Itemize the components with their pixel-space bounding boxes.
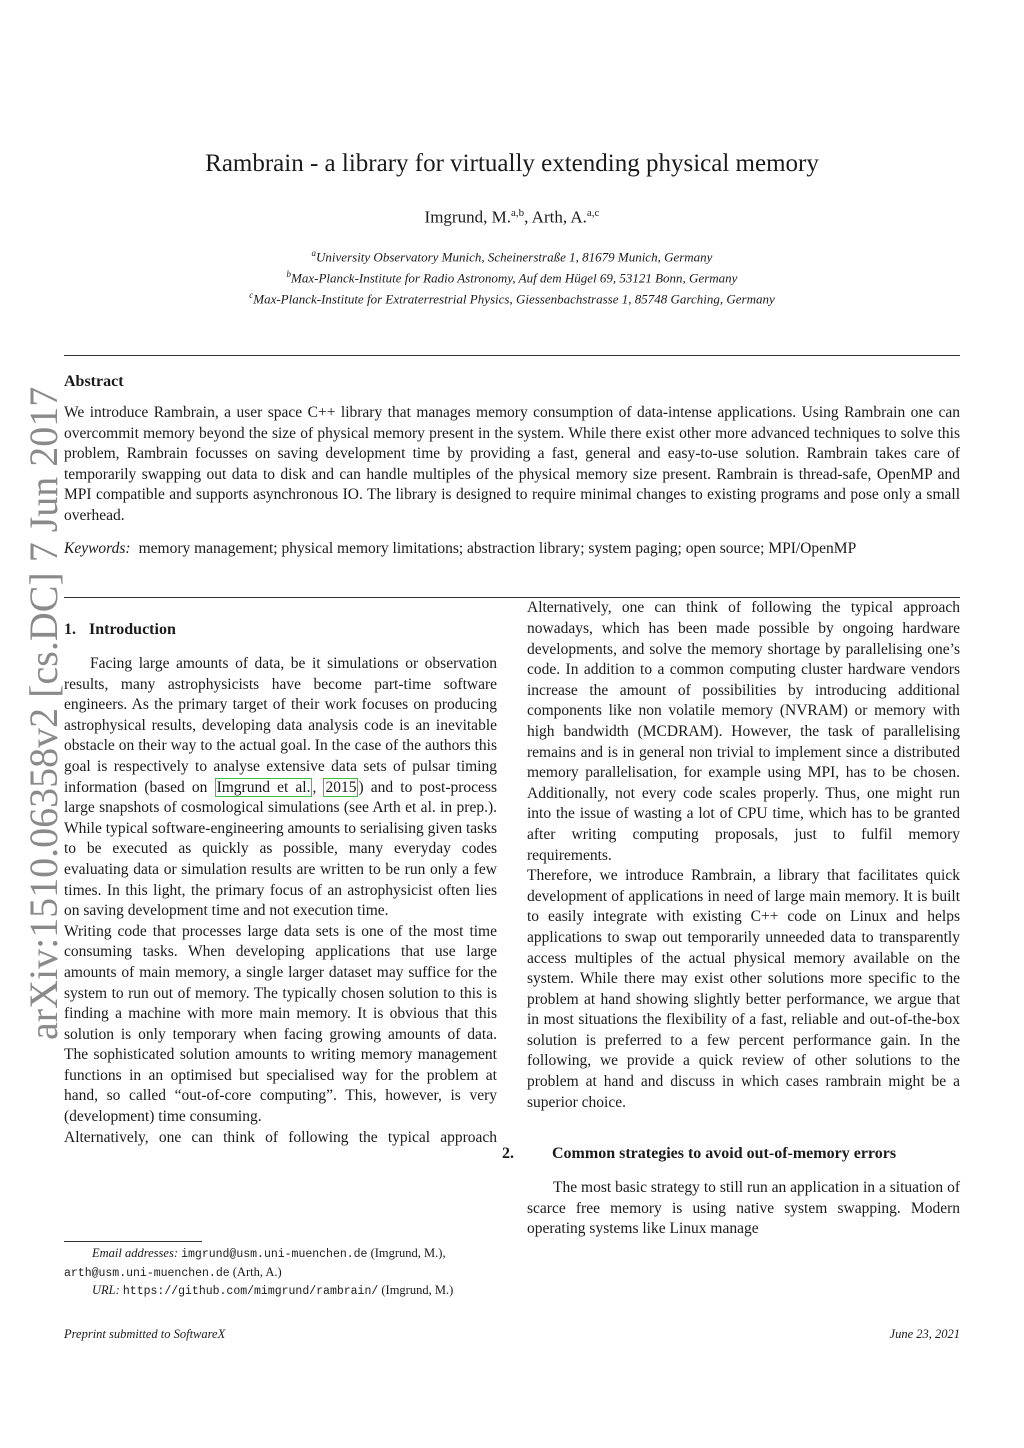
intro-paragraph-3: Alternatively, one can think of following the typical approach bbox=[64, 1128, 497, 1146]
affiliation-mark: b bbox=[286, 268, 292, 279]
author-separator: , bbox=[524, 207, 532, 227]
repository-url-link[interactable]: https://github.com/mimgrund/rambrain/ bbox=[122, 1285, 379, 1298]
intro-paragraph-3-continued: Alternatively, one can think of following the typical approach nowadays, which has been made possible by ongoing hardware developments, and solve the memory shortage by parallelising one’s code. In addition to a common computing cluster hardware vendors increase the amount of possibilities by introducing additional components like non volatile memory (NVRAM) or memory with high bandwidth (MCDRAM). However, the task of parallelising remains and is in general non trivial to implement since a distributed memory parallelisation, for example using MPI, has to be chosen. Additionally, not every code scales properly. Thus, one might run into the issue of wasting a lot of CPU time, which has to be granted after writing computing proposals, just to fulfil memory requirements. bbox=[527, 599, 960, 864]
abstract-top-rule bbox=[64, 355, 960, 356]
intro-paragraph-4: Therefore, we introduce Rambrain, a library that facilitates quick development of applications in need of large main memory. It is built to easily integrate with existing C++ code on Linux and helps applications to swap out temporarily unneeded data to transparently access multiples of the actual physical memory available on the system. While there may exist other solutions more specific to the problem at hand showing slightly better performance, we argue that in most situations the flexibility of a fast, reliable and out-of-the-box solution is preferred to a few percent performance gain. In the following, we provide a quick review of other solutions to the problem at hand and discuss in which cases rambrain might be a superior choice. bbox=[527, 867, 960, 1111]
email-link-arth[interactable]: arth@usm.uni-muenchen.de bbox=[64, 1266, 230, 1280]
author-affiliation-mark: a,c bbox=[586, 207, 600, 219]
affiliation-text: Max-Planck-Institute for Radio Astronomy, Auf dem Hügel 69, 53121 Bonn, Germany bbox=[291, 270, 738, 286]
footnote-rule bbox=[64, 1241, 202, 1242]
arxiv-identifier-stamp: arXiv:1510.06358v2 [cs.DC] 7 Jun 2017 bbox=[21, 386, 66, 1040]
footnote: Email addresses: imgrund@usm.uni-muenchen.de (Imgrund, M.), arth@usm.uni-muenchen.de (Arth, A.) URL: https://github.com/mimgrund/rambrain/ (Imgrund, M.) bbox=[64, 1246, 454, 1298]
affiliation-mark: c bbox=[249, 289, 254, 300]
section2-paragraph-1: The most basic strategy to still run an application in a situation of scarce free memory is using native system swapping. Modern operating systems like Linux manage bbox=[527, 1179, 960, 1238]
affiliation-text: Max-Planck-Institute for Extraterrestrial Physics, Giessenbachstrasse 1, 85748 Garching, Germany bbox=[253, 290, 775, 306]
author-affiliation-mark: a,b bbox=[510, 207, 525, 219]
keywords-text: memory management; physical memory limitations; abstraction library; system paging; open source; MPI/OpenMP bbox=[138, 540, 857, 557]
author-name: Imgrund, M. bbox=[424, 207, 511, 227]
preprint-note: Preprint submitted to SoftwareX bbox=[64, 1327, 226, 1341]
affiliation-text: University Observatory Munich, Scheinerstraße 1, 81679 Munich, Germany bbox=[316, 249, 713, 265]
affiliation-line bbox=[64, 266, 960, 287]
intro-paragraph-1: Facing large amounts of data, be it simulations or observation results, many astrophysicists have become part-time software engineers. As the primary target of their work focuses on producing astrophysical results, developing data analysis code is an inevitable obstacle on their way to the actual goal. In the case of the authors this goal is respectively to analyse extensive data sets of pulsar timing information (based on Imgrund et al. , 2015 ) and to post-process large snapshots of cosmological simulations (see Arth et al. in prep.). While typical software-engineering amounts to serialising given tasks to be executed as quickly as possible, many everyday codes evaluating data or simulation results are written to be run only a few times. In this light, the primary focus of an astrophysicist often lies on saving development time and not execution time. bbox=[64, 655, 497, 920]
keywords-label: Keywords: bbox=[64, 540, 131, 557]
affiliation-line bbox=[64, 245, 960, 266]
citation-year-link[interactable]: 2015 bbox=[325, 778, 357, 796]
section-title: Introduction bbox=[89, 621, 176, 638]
section-number: 1. bbox=[64, 621, 76, 638]
author-name: Arth, A. bbox=[531, 207, 587, 227]
paper-title: Rambrain - a library for virtually extending physical memory bbox=[205, 150, 819, 177]
section-title: Common strategies to avoid out-of-memory errors bbox=[552, 1145, 897, 1163]
citation-link[interactable]: Imgrund et al. bbox=[216, 778, 311, 796]
email-link-imgrund[interactable]: imgrund@usm.uni-muenchen.de bbox=[181, 1248, 368, 1261]
abstract-text: We introduce Rambrain, a user space C++ library that manages memory consumption of data-intense applications. Using Rambrain one can overcommit memory beyond the size of physical memory present in the system. While there exist other more advanced techniques to solve this problem, Rambrain focusses on saving development time by providing a fast, general and easy-to-use solution. Rambrain takes care of temporarily swapping out data to disk and can handle multiples of the physical memory size present. Rambrain is thread-safe, OpenMP and MPI compatible and supports asynchronous IO. The library is designed to require minimal changes to existing programs and pose only a small overhead. bbox=[64, 404, 960, 524]
email-label: Email addresses: bbox=[92, 1246, 178, 1260]
author-line bbox=[64, 207, 960, 228]
section-heading-introduction bbox=[64, 619, 497, 640]
footer-date: June 23, 2021 bbox=[889, 1327, 960, 1341]
keywords bbox=[64, 539, 960, 560]
intro-paragraph-2: Writing code that processes large data sets is one of the most time consuming tasks. When developing applications that use large amounts of main memory, a single larger dataset may suffice for the system to run out of memory. The typically chosen solution to this is finding a machine with more main memory. It is obvious that this solution is only temporary when facing growing amounts of data. The sophisticated solution amounts to writing memory management functions in an optimised but specialised way for the problem at hand, so called “out-of-core computing”. This, however, is very (development) time consuming. bbox=[64, 922, 497, 1126]
affiliation-line bbox=[64, 287, 960, 308]
left-column bbox=[64, 619, 497, 1148]
abstract-heading: Abstract bbox=[64, 373, 124, 390]
section-heading-common-strategies bbox=[502, 1143, 960, 1164]
right-column bbox=[502, 599, 960, 1240]
affiliations bbox=[64, 245, 960, 307]
affiliation-mark: a bbox=[311, 248, 317, 258]
section-number: 2. bbox=[502, 1145, 514, 1163]
url-label: URL: bbox=[92, 1283, 120, 1297]
